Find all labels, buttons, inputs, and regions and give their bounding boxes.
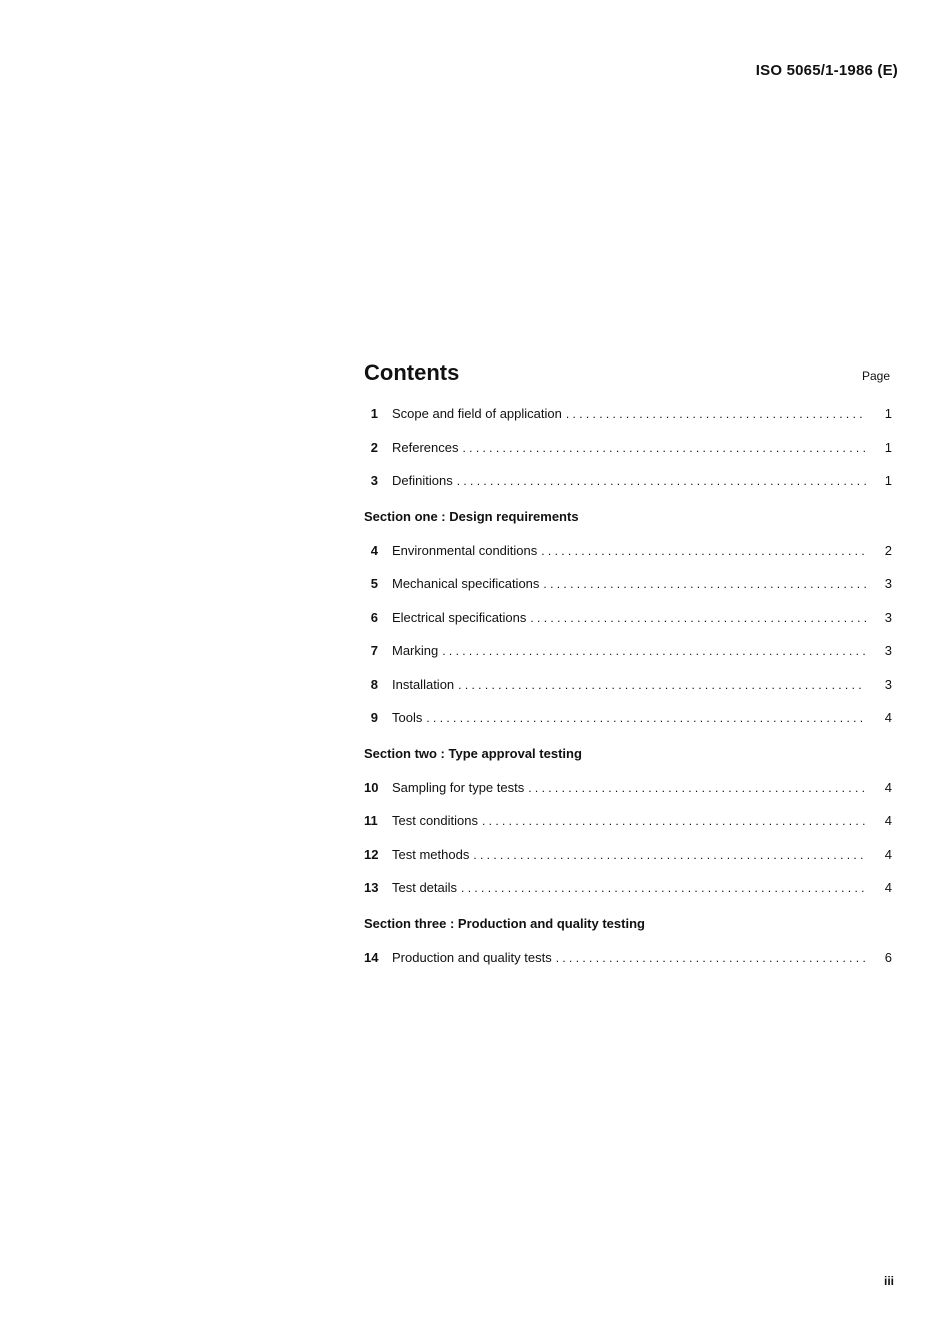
entry-page: 3 — [884, 576, 892, 591]
entry-title: Electrical specifications — [392, 609, 527, 625]
entry-page: 1 — [884, 473, 892, 488]
intro-entries — [364, 406, 892, 507]
entry-title: Tools — [392, 710, 423, 725]
entry-page: 1 — [884, 439, 892, 455]
section-heading: Section one : Design requirements — [364, 508, 579, 524]
toc-entry[interactable] — [364, 677, 892, 711]
dot-leader — [543, 577, 866, 591]
entry-title: Test methods — [392, 846, 470, 862]
toc-entry[interactable] — [364, 440, 892, 474]
entry-page: 4 — [884, 880, 892, 895]
section-heading: Section three : Production and quality testing — [364, 915, 645, 931]
entry-title: Installation — [392, 676, 455, 692]
entry-title: Environmental conditions — [392, 542, 538, 558]
toc-entry[interactable] — [364, 610, 892, 644]
toc-entry[interactable] — [364, 406, 892, 440]
toc-entry[interactable] — [364, 950, 892, 984]
entry-number: 3 — [370, 473, 378, 488]
entry-title: Marking — [392, 643, 439, 658]
entry-page: 1 — [884, 406, 892, 421]
entry-number: 2 — [370, 439, 378, 455]
toc-entry[interactable] — [364, 813, 892, 847]
entry-page: 4 — [884, 710, 892, 725]
dot-leader — [462, 441, 866, 455]
entry-title: Definitions — [392, 473, 453, 488]
dot-leader — [541, 544, 866, 558]
entry-page: 3 — [884, 676, 892, 692]
toc-entry[interactable] — [364, 847, 892, 881]
section-one — [364, 507, 892, 744]
contents-title: Contents — [364, 360, 460, 385]
dot-leader — [457, 474, 866, 488]
entry-number: 5 — [370, 576, 378, 591]
toc-entry[interactable] — [364, 780, 892, 814]
page-number: iii — [883, 1274, 894, 1288]
page-column-label: Page — [861, 369, 890, 383]
entry-page: 6 — [884, 949, 892, 965]
entry-page: 3 — [884, 643, 892, 658]
entry-title: Mechanical specifications — [392, 576, 540, 591]
dot-leader — [528, 781, 866, 795]
entry-number: 7 — [370, 643, 378, 658]
entry-title: References — [392, 439, 459, 455]
document-identifier: ISO 5065/1-1986 (E) — [755, 62, 898, 79]
toc-entry[interactable] — [364, 710, 892, 744]
entry-title: Test conditions — [392, 813, 478, 828]
dot-leader — [426, 711, 866, 725]
section-heading: Section two : Type approval testing — [364, 745, 582, 761]
toc-entry[interactable] — [364, 576, 892, 610]
table-of-contents — [364, 360, 892, 983]
entry-number: 12 — [364, 846, 379, 862]
toc-entry[interactable] — [364, 643, 892, 677]
toc-entry[interactable] — [364, 473, 892, 507]
dot-leader — [530, 611, 866, 625]
entry-number: 4 — [370, 542, 378, 558]
entry-page: 3 — [884, 609, 892, 625]
entry-number: 14 — [364, 949, 379, 965]
dot-leader — [566, 407, 866, 421]
entry-title: Production and quality tests — [392, 949, 552, 965]
entry-page: 2 — [884, 542, 892, 558]
entry-title: Sampling for type tests — [392, 779, 525, 795]
entry-number: 11 — [364, 813, 378, 828]
dot-leader — [458, 678, 866, 692]
dot-leader — [482, 814, 866, 828]
entry-title: Test details — [392, 880, 458, 895]
entry-number: 10 — [364, 779, 379, 795]
section-three — [364, 914, 892, 984]
section-two — [364, 744, 892, 914]
entry-number: 13 — [364, 880, 379, 895]
dot-leader — [461, 881, 866, 895]
dot-leader — [473, 848, 866, 862]
dot-leader — [442, 644, 866, 658]
entry-page: 4 — [884, 846, 892, 862]
entry-number: 9 — [370, 710, 378, 725]
contents-header — [364, 360, 892, 386]
entry-page: 4 — [884, 813, 892, 828]
dot-leader — [556, 951, 866, 965]
entry-title: Scope and field of application — [392, 406, 562, 421]
entry-number: 6 — [370, 609, 378, 625]
toc-entry[interactable] — [364, 543, 892, 577]
toc-entry[interactable] — [364, 880, 892, 914]
entry-number: 1 — [370, 406, 378, 421]
entry-number: 8 — [370, 676, 378, 692]
entry-page: 4 — [884, 779, 892, 795]
